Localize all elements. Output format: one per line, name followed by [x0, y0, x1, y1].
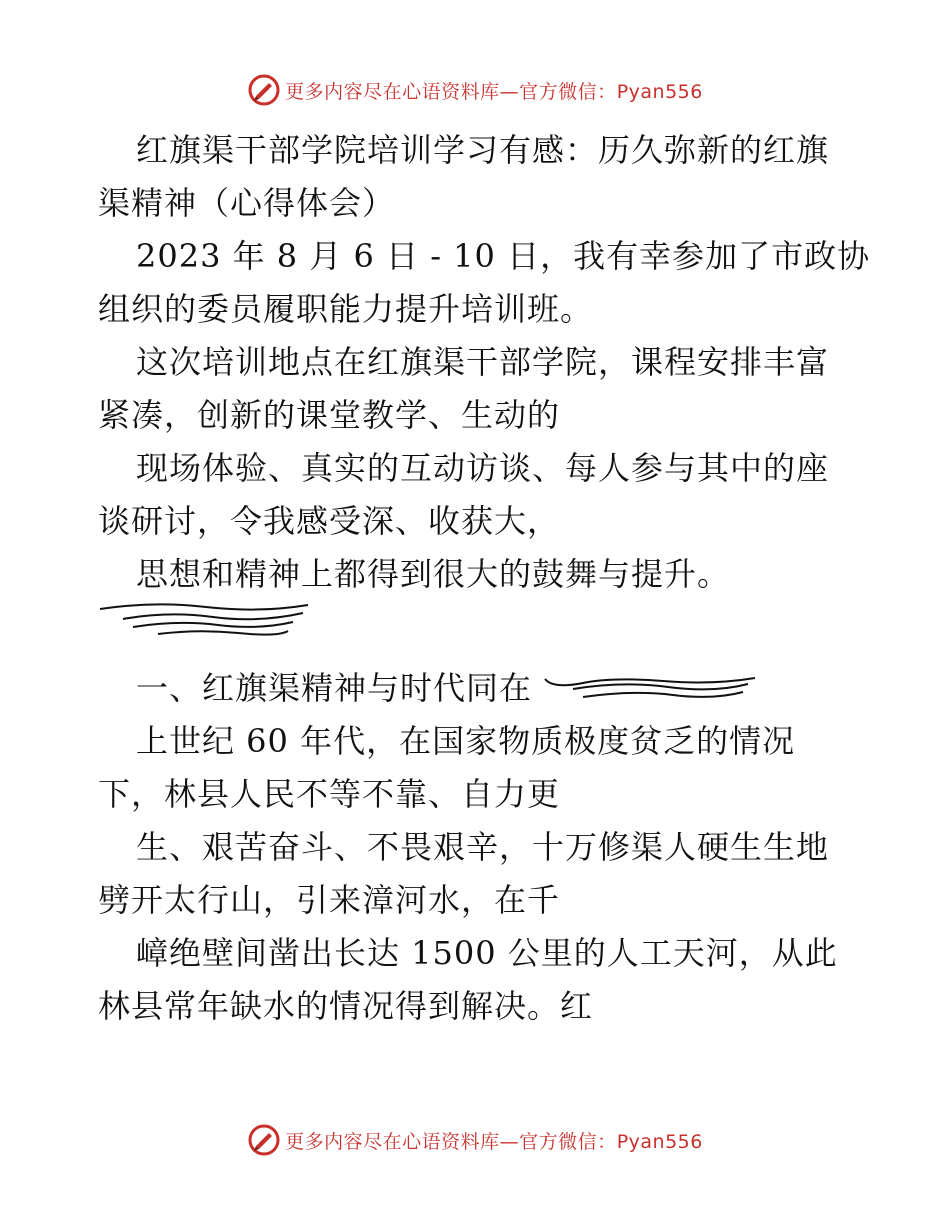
wave-divider-icon — [98, 599, 313, 639]
title-line-1: 红旗渠干部学院培训学习有感：历久弥新的红旗 — [136, 131, 830, 169]
footer-banner-wechat-label: 官方微信： — [519, 1130, 617, 1153]
paragraph-line: 生、艰苦奋斗、不畏艰辛，十万修渠人硬生生地 — [136, 828, 830, 866]
decorative-divider — [98, 601, 858, 662]
title-line-2: 渠精神（心得体会） — [98, 184, 396, 222]
paragraph-line: 林县常年缺水的情况得到解决。红 — [98, 987, 594, 1025]
paragraph-line: 嶂绝壁间凿出长达 1500 公里的人工天河，从此 — [136, 934, 838, 972]
section-heading-text: 一、红旗渠精神与时代同在 — [136, 669, 533, 707]
header-banner-text — [285, 77, 703, 104]
wave-underline-icon — [543, 673, 758, 709]
header-banner-wechat-label: 官方微信： — [519, 80, 617, 103]
footer-banner-main: 更多内容尽在心语资料库— — [285, 1130, 520, 1153]
paragraph-line: 这次培训地点在红旗渠干部学院，课程安排丰富 — [136, 343, 830, 381]
paragraph-line: 谈研讨，令我感受深、收获大， — [98, 502, 561, 540]
footer-banner-text — [285, 1127, 703, 1154]
section-heading — [98, 662, 858, 715]
paragraph-line: 思想和精神上都得到很大的鼓舞与提升。 — [136, 555, 731, 593]
paragraph-line: 下，林县人民不等不靠、自力更 — [98, 775, 561, 813]
header-banner-main: 更多内容尽在心语资料库— — [285, 80, 520, 103]
header-watermark-banner — [0, 70, 950, 110]
pen-logo-icon — [247, 1123, 281, 1157]
footer-watermark-banner — [0, 1120, 950, 1160]
paragraph-line: 紧凑，创新的课堂教学、生动的 — [98, 396, 561, 434]
paragraph-line: 劈开太行山，引来漳河水，在千 — [98, 881, 561, 919]
paragraph-line: 2023 年 8 月 6 日 - 10 日，我有幸参加了市政协 — [136, 237, 871, 275]
paragraph-line: 现场体验、真实的互动访谈、每人参与其中的座 — [136, 449, 830, 487]
paragraph-line: 组织的委员履职能力提升培训班。 — [98, 290, 594, 328]
paragraph-line: 上世纪 60 年代，在国家物质极度贫乏的情况 — [136, 722, 796, 760]
pen-logo-icon — [247, 73, 281, 107]
footer-banner-wechat-id: Pyan556 — [616, 1130, 703, 1153]
header-banner-wechat-id: Pyan556 — [616, 80, 703, 103]
document-body — [98, 124, 871, 1033]
